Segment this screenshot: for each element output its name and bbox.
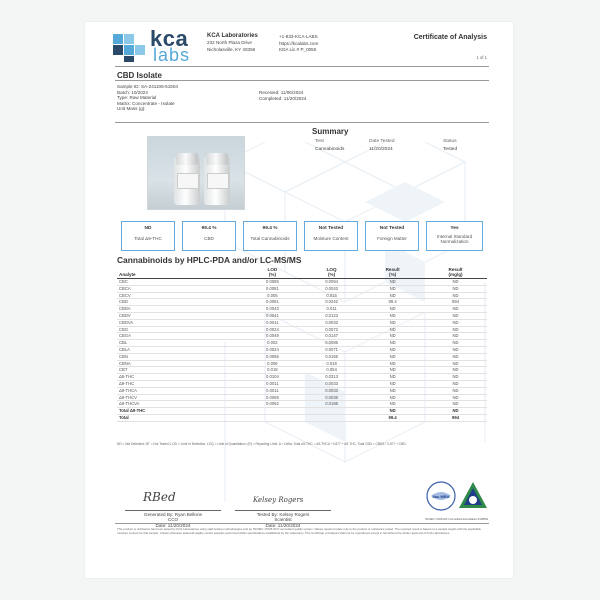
cell-loq: [302, 414, 361, 421]
header-divider: [115, 66, 489, 67]
cell-result-pct: ND: [361, 360, 424, 367]
cell-loq: 0.0033: [302, 387, 361, 394]
cell-result-pct: ND: [361, 279, 424, 286]
cell-result-mgg: ND: [424, 319, 487, 326]
cell-analyte: CBT: [117, 367, 243, 374]
column-header-analyte: Analyte: [117, 267, 243, 279]
unit-mass: Unit Mass (g):: [117, 106, 146, 112]
cell-loq: 0.0036: [302, 394, 361, 401]
table-footnote: ND = Not Detected; NT = Not Tested; LOD = Limit of Detection; LOQ = Limit of Quantitation; (R) = Reporting Limit; Δ = Delta; Total Δ9-THC = Δ9-THCA * 0.877 + Δ9-THC; Total CBD = CBDA * 0.877 + CBD.: [117, 442, 407, 446]
cell-result-mgg: ND: [424, 380, 487, 387]
cell-loq: 0.0165: [302, 353, 361, 360]
column-header-result-pct: Result (%): [361, 267, 424, 279]
table-row: [117, 353, 487, 360]
cell-loq: 0.0033: [302, 319, 361, 326]
badge-label: Internal Standard Normalization: [436, 234, 473, 244]
cell-loq: 0.0186: [302, 401, 361, 408]
cell-result-pct: ND: [361, 374, 424, 381]
cell-analyte: CBL: [117, 340, 243, 347]
cell-result-pct: ND: [361, 333, 424, 340]
cell-loq: 0.0242: [302, 299, 361, 306]
table-row: [117, 346, 487, 353]
cell-result-pct: ND: [361, 340, 424, 347]
cell-result-pct: ND: [361, 367, 424, 374]
cell-loq: 0.0123: [302, 312, 361, 319]
cell-lod: [243, 414, 302, 421]
sample-id: Sample ID: SA-241106-51504: [117, 84, 178, 89]
document-title: Certificate of Analysis: [413, 34, 487, 41]
table-row: [117, 319, 487, 326]
footer-divider: [115, 523, 489, 524]
received-date: Received: 11/06/2024: [259, 90, 304, 95]
cell-loq: 0.0094: [302, 279, 361, 286]
badge-total-d9-thc: [121, 221, 175, 251]
lab-name: KCA Laboratories: [207, 33, 258, 39]
cell-result-mgg: ND: [424, 360, 487, 367]
kca-cubes-logo-icon: [111, 32, 147, 62]
cell-result-mgg: ND: [424, 346, 487, 353]
lab-address-line1: 232 North Plaza Drive: [207, 40, 252, 45]
table-row: [117, 312, 487, 319]
cell-lod: 0.0011: [243, 387, 302, 394]
cell-lod: 0.0081: [243, 299, 302, 306]
cell-analyte: Δ8-THC: [117, 374, 243, 381]
cell-lod: 0.0085: [243, 279, 302, 286]
accreditation-logos-icon: [425, 476, 491, 518]
cell-loq: 0.054: [302, 367, 361, 374]
sample-details: [117, 84, 178, 112]
cell-result-pct: ND: [361, 319, 424, 326]
cell-lod: 0.0104: [243, 374, 302, 381]
signer-name: Generated By: Ryan Bellone: [143, 512, 203, 517]
badge-label: Moisture Content: [313, 236, 349, 241]
table-row: [117, 387, 487, 394]
cell-analyte: CBCA: [117, 285, 243, 292]
cell-lod: 0.0024: [243, 326, 302, 333]
badge-value: Not Tested: [379, 226, 405, 231]
cell-loq: 0.0033: [302, 380, 361, 387]
cell-result-mgg: 994: [424, 299, 487, 306]
column-header-loq: LOQ (%): [302, 267, 361, 279]
cell-lod: 0.0041: [243, 312, 302, 319]
column-header-lod: LOD (%): [243, 267, 302, 279]
badge-label: CBD: [204, 236, 214, 241]
cell-analyte: CBDA: [117, 306, 243, 313]
table-row: [117, 326, 487, 333]
cell-result-pct: ND: [361, 401, 424, 408]
summary-header-status: Status: [443, 139, 457, 144]
cell-result-mgg: ND: [424, 306, 487, 313]
badge-value: 99.4 %: [262, 226, 278, 231]
cell-result-pct: 99.4: [361, 414, 424, 421]
cell-lod: 0.0081: [243, 285, 302, 292]
cell-lod: 0.0062: [243, 401, 302, 408]
page-number: 1 of 1: [476, 55, 487, 60]
cell-result-mgg: ND: [424, 387, 487, 394]
table-row: [117, 285, 487, 292]
lab-contact-block: [279, 34, 318, 54]
cell-lod: 0.0043: [243, 306, 302, 313]
cell-analyte: CBDVA: [117, 319, 243, 326]
sample-type: Type: Raw Material: [117, 95, 157, 101]
sample-matrix: Matrix: Concentrate - Isolate: [117, 100, 175, 106]
badge-label: Total Δ9-THC: [134, 236, 162, 241]
cell-analyte: CBGA: [117, 333, 243, 340]
cell-result-mgg: ND: [424, 401, 487, 408]
cell-analyte: CBN: [117, 353, 243, 360]
svg-text:ilac-MRA: ilac-MRA: [432, 494, 450, 499]
cell-lod: 0.002: [243, 340, 302, 347]
cell-result-mgg: ND: [424, 394, 487, 401]
table-row: [117, 299, 487, 306]
cell-result-pct: ND: [361, 346, 424, 353]
cell-analyte: Total: [117, 414, 243, 421]
cell-result-pct: 99.4: [361, 299, 424, 306]
cell-result-pct: ND: [361, 292, 424, 299]
bottle-image-right: [204, 157, 230, 205]
product-photo: [147, 136, 245, 210]
badge-value: Yes: [450, 226, 459, 231]
badge-moisture-content: [304, 221, 358, 251]
cell-analyte: Δ9-THCV: [117, 394, 243, 401]
table-row: [117, 340, 487, 347]
table-row: [117, 367, 487, 374]
column-header-result-mgg: Result (mg/g): [424, 267, 487, 279]
cell-analyte: Δ9-THCA: [117, 387, 243, 394]
badge-label: Foreign Matter: [377, 236, 407, 241]
badge-total-cannabinoids: [243, 221, 297, 251]
accreditation-text: ISO/IEC 17025:2017 Accredited Accreditation #108651: [425, 518, 489, 521]
cell-result-pct: ND: [361, 387, 424, 394]
cell-loq: 0.0147: [302, 333, 361, 340]
signature-block-generated: [125, 512, 221, 528]
product-divider: [115, 80, 489, 81]
lab-phone: +1-833-KCA-LABS: [279, 34, 318, 39]
cell-result-pct: ND: [361, 380, 424, 387]
signed-date: Date: 11/20/2024: [155, 522, 191, 528]
cell-lod: 0.0011: [243, 380, 302, 387]
lab-license: KDA Lic.# P_0050: [279, 47, 317, 52]
cell-loq: 0.0072: [302, 326, 361, 333]
cell-lod: [243, 408, 302, 415]
cell-lod: 0.005: [243, 292, 302, 299]
result-badges: [121, 221, 483, 251]
cell-result-mgg: ND: [424, 333, 487, 340]
cell-result-pct: ND: [361, 408, 424, 415]
cell-result-pct: ND: [361, 312, 424, 319]
table-body: [117, 279, 487, 422]
badge-value: ND: [144, 226, 152, 231]
signature-line-2: [235, 510, 331, 511]
table-row: [117, 292, 487, 299]
cell-loq: [302, 408, 361, 415]
cell-lod: 0.0011: [243, 319, 302, 326]
table-row: [117, 380, 487, 387]
table-row: [117, 333, 487, 340]
table-row: [117, 279, 487, 286]
cell-analyte: Δ9-THCVA: [117, 401, 243, 408]
cell-lod: 0.0049: [243, 333, 302, 340]
signature-line-1: [125, 510, 221, 511]
summary-value-test: Cannabinoids: [315, 147, 345, 152]
batch-number: Batch: 10/2024: [117, 89, 148, 95]
table-row: [117, 374, 487, 381]
summary-value-status: Tested: [443, 147, 458, 152]
cell-result-mgg: ND: [424, 408, 487, 415]
badge-foreign-matter: [365, 221, 419, 251]
cell-result-pct: ND: [361, 326, 424, 333]
signature-kelsey-rogers: Kelsey Rogers: [253, 496, 304, 504]
cell-lod: 0.0024: [243, 346, 302, 353]
sample-divider: [115, 122, 489, 123]
signature-block-tested: [235, 512, 331, 528]
cell-loq: 0.018: [302, 360, 361, 367]
brand-logo-labs: labs: [153, 45, 191, 65]
cell-lod: 0.018: [243, 367, 302, 374]
bottle-image-left: [174, 157, 200, 205]
signed-date: Date: 11/20/2024: [265, 522, 301, 528]
summary-title: Summary: [312, 127, 349, 136]
table-row: [117, 401, 487, 408]
disclaimer-text: This product or substance has been tested by KCA Laboratories using valid testing methodologies and an ISO/IEC 17025:2017 accredited quality system. Values reported relate only to the product or substance tested. The reported result is based on a sample weight with the applicable moisture content for that sample. Unless otherwise stated all quality control samples performed within specifications established by the Laboratory. This Certificate of Analysis shall not be reproduced except in full without the written approval of KCA Laboratories.: [117, 527, 482, 535]
cell-analyte: CBC: [117, 279, 243, 286]
cell-loq: 0.0043: [302, 285, 361, 292]
certificate-document: [85, 22, 513, 578]
badge-label: Total Cannabinoids: [250, 236, 290, 241]
table-row: [117, 306, 487, 313]
table-header-row: [117, 267, 487, 279]
cell-loq: 0.015: [302, 292, 361, 299]
lab-address-line2: Nicholasville, KY 40356: [207, 46, 256, 52]
cell-result-pct: ND: [361, 285, 424, 292]
cell-loq: 0.011: [302, 306, 361, 313]
cell-result-pct: ND: [361, 353, 424, 360]
cell-result-pct: ND: [361, 394, 424, 401]
table-row: [117, 414, 487, 421]
signer-role: Scientist: [274, 517, 292, 523]
sample-dates: [259, 90, 306, 101]
cell-analyte: CBNA: [117, 360, 243, 367]
cell-loq: 0.0071: [302, 346, 361, 353]
badge-cbd: [182, 221, 236, 251]
signer-name: Tested By: Kelsey Rogers: [256, 512, 310, 517]
cell-result-mgg: ND: [424, 292, 487, 299]
brand-logo-kca: kca: [150, 26, 189, 51]
signature-ryan-bellone: RBed: [143, 490, 176, 504]
cell-lod: 0.0055: [243, 353, 302, 360]
cell-loq: 0.0313: [302, 374, 361, 381]
cell-result-mgg: ND: [424, 340, 487, 347]
lab-website[interactable]: https://kcalabs.com: [279, 40, 319, 46]
cell-result-mgg: ND: [424, 312, 487, 319]
table-row: [117, 408, 487, 415]
summary-header-test: Test: [315, 139, 324, 144]
cell-result-pct: ND: [361, 306, 424, 313]
cell-analyte: CBDV: [117, 312, 243, 319]
cell-result-mgg: ND: [424, 367, 487, 374]
badge-value: 99.4 %: [201, 226, 217, 231]
cell-analyte: CBLA: [117, 346, 243, 353]
table-row: [117, 394, 487, 401]
badge-value: Not Tested: [318, 226, 344, 231]
cell-analyte: CBG: [117, 326, 243, 333]
lab-address-block: [207, 32, 258, 53]
badge-internal-standard: [426, 221, 483, 251]
cell-loq: 0.0085: [302, 340, 361, 347]
cell-analyte: CBD: [117, 299, 243, 306]
cell-result-mgg: ND: [424, 285, 487, 292]
cell-analyte: Total Δ9-THC: [117, 408, 243, 415]
cell-result-mgg: 994: [424, 414, 487, 421]
cell-result-mgg: ND: [424, 374, 487, 381]
completed-date: Completed: 11/20/2024: [259, 95, 307, 101]
cell-lod: 0.0069: [243, 394, 302, 401]
table-row: [117, 360, 487, 367]
cannabinoids-section-title: Cannabinoids by HPLC-PDA and/or LC-MS/MS: [117, 255, 302, 265]
summary-value-date: 11/20/2024: [369, 147, 393, 152]
cell-result-mgg: ND: [424, 353, 487, 360]
signer-role: CCO: [167, 517, 179, 523]
cell-analyte: Δ9-THC: [117, 380, 243, 387]
cell-result-mgg: ND: [424, 326, 487, 333]
summary-header-date: Date Tested: [369, 139, 395, 144]
cell-result-mgg: ND: [424, 279, 487, 286]
cell-analyte: CBCV: [117, 292, 243, 299]
product-name: CBD Isolate: [117, 71, 162, 80]
cannabinoid-results-table: [117, 267, 487, 422]
cell-lod: 0.006: [243, 360, 302, 367]
